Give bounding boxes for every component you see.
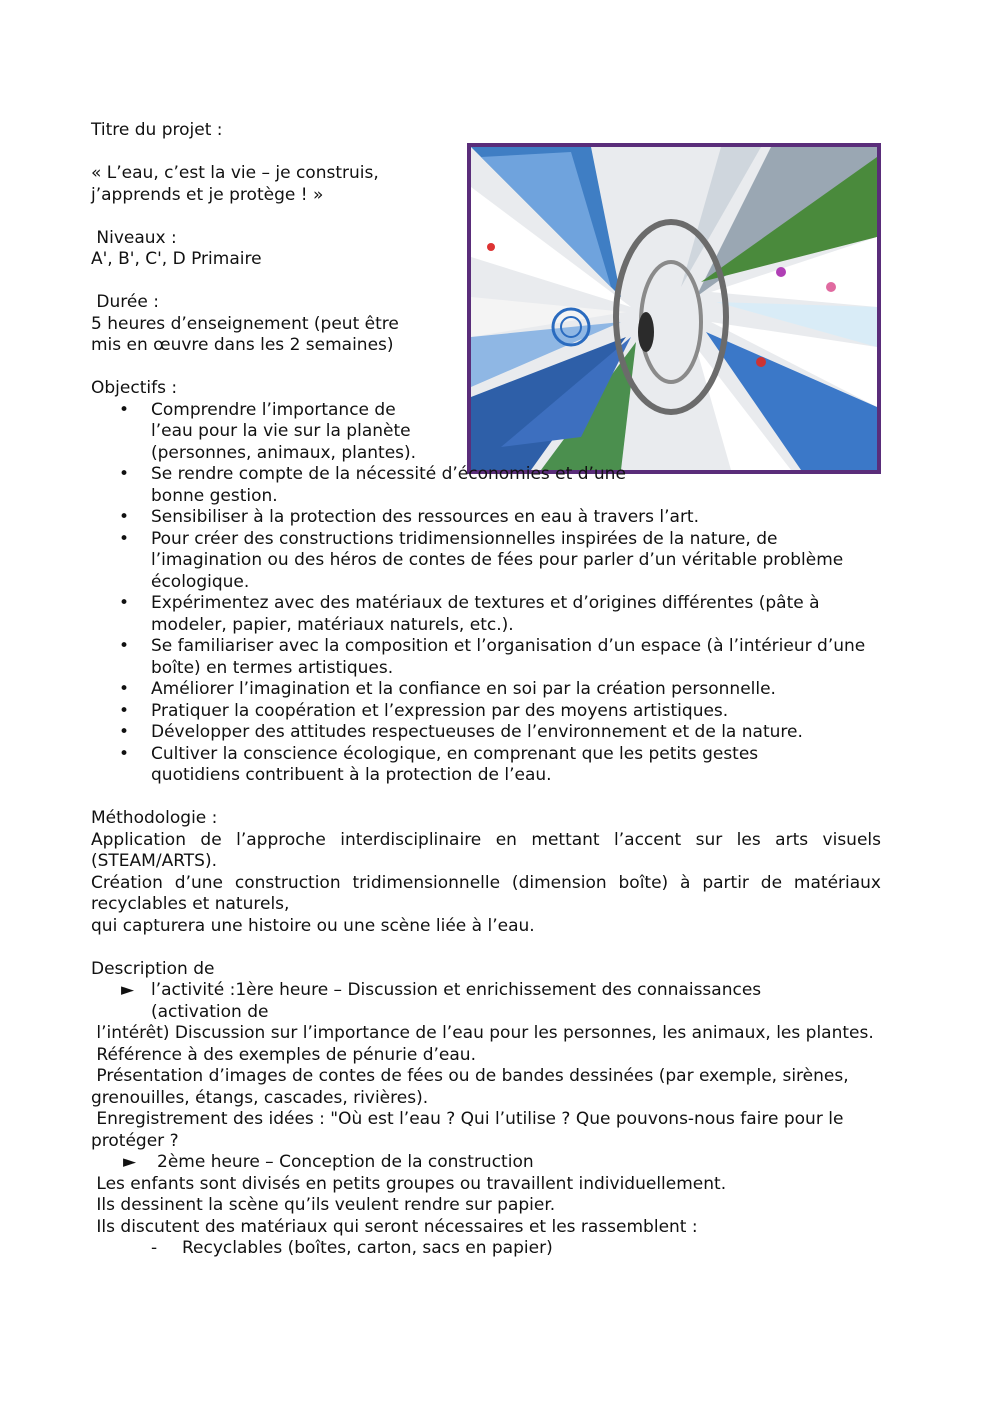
duration-line-1: 5 heures d’enseignement (peut être bbox=[91, 313, 399, 334]
project-title-line-1: « L’eau, c’est la vie – je construis, bbox=[91, 163, 379, 183]
objective-item: • Cultiver la conscience écologique, en comprenant que les petits gestes quotidiens contribuent à la protection de l’eau. bbox=[119, 743, 759, 785]
methodology-label: Méthodologie : bbox=[91, 808, 218, 828]
levels-value: A', B', C', D Primaire bbox=[91, 249, 262, 269]
activity-hour-1-line: Enregistrement des idées : "Où est l’eau ? Qui l’utilise ? Que pouvons-nous faire pour le protéger ? bbox=[91, 1109, 849, 1151]
materials-item: - Recyclables (boîtes, carton, sacs en papier) bbox=[151, 1238, 553, 1258]
project-title-label: Titre du projet : bbox=[91, 120, 223, 140]
objectives-label: Objectifs : bbox=[91, 378, 178, 398]
objective-item: • Sensibiliser à la protection des ressources en eau à travers l’art. bbox=[119, 507, 700, 527]
objective-item: • Pratiquer la coopération et l’expression par des moyens artistiques. bbox=[119, 700, 729, 721]
objective-item: • Comprendre l’importance de l’eau pour la vie sur la planète (personnes, animaux, plantes). bbox=[119, 399, 417, 463]
levels-label: Niveaux : bbox=[91, 227, 177, 248]
objective-item: • Expérimentez avec des matériaux de textures et d’origines différentes (pâte à modeler, papier, matériaux naturels, etc.). bbox=[119, 593, 820, 635]
objective-item: • Développer des attitudes respectueuses de l’environnement et de la nature. bbox=[119, 722, 803, 742]
methodology-paragraph-3: qui capturera une histoire ou une scène liée à l’eau. bbox=[91, 915, 535, 936]
activity-hour-1-line: Présentation d’images de contes de fées ou de bandes dessinées (par exemple, sirènes, grenouilles, étangs, cascades, rivières). bbox=[91, 1066, 855, 1108]
objective-item: • Se rendre compte de la nécessité d’économies et d’une bonne gestion. bbox=[119, 464, 626, 506]
duration-label: Durée : bbox=[91, 292, 159, 312]
activity-hour-1-line: Référence à des exemples de pénurie d’eau. bbox=[91, 1044, 476, 1065]
activity-hour-1-continuation: l’intérêt) Discussion sur l’importance de l’eau pour les personnes, les animaux, les plantes. bbox=[91, 1023, 874, 1043]
methodology-paragraph-2: Création d’une construction tridimensionnelle (dimension boîte) à partir de matériaux recyclables et naturels, bbox=[91, 872, 881, 914]
activity-hour-2-title: ► 2ème heure – Conception de la construction bbox=[123, 1152, 534, 1172]
activity-hour-2-line: Les enfants sont divisés en petits groupes ou travaillent individuellement. bbox=[91, 1173, 727, 1194]
objective-item: • Pour créer des constructions tridimensionnelles inspirées de la nature, de l’imagination ou des héros de contes de fées pour parler d’un véritable problème écologique. bbox=[119, 528, 844, 592]
methodology-paragraph-1: Application de l’approche interdisciplinaire en mettant l’accent sur les arts visuels (STEAM/ARTS). bbox=[91, 829, 881, 871]
project-title-line-2: j’apprends et je protège ! » bbox=[91, 184, 324, 205]
activity-hour-2-line: Ils discutent des matériaux qui seront nécessaires et les rassemblent : bbox=[91, 1216, 698, 1237]
document-body bbox=[91, 120, 881, 1260]
objective-item: • Se familiariser avec la composition et l’organisation d’un espace (à l’intérieur d’une boîte) en termes artistiques. bbox=[119, 636, 866, 678]
objective-item: • Améliorer l’imagination et la confiance en soi par la création personnelle. bbox=[119, 679, 776, 699]
description-label: Description de bbox=[91, 958, 215, 979]
activity-hour-1-title: ► l’activité :1ère heure – Discussion et enrichissement des connaissances (activation de bbox=[121, 980, 762, 1022]
activity-hour-2-line: Ils dessinent la scène qu’ils veulent rendre sur papier. bbox=[91, 1195, 556, 1215]
duration-line-2: mis en œuvre dans les 2 semaines) bbox=[91, 335, 394, 355]
objectives-list bbox=[91, 400, 881, 787]
